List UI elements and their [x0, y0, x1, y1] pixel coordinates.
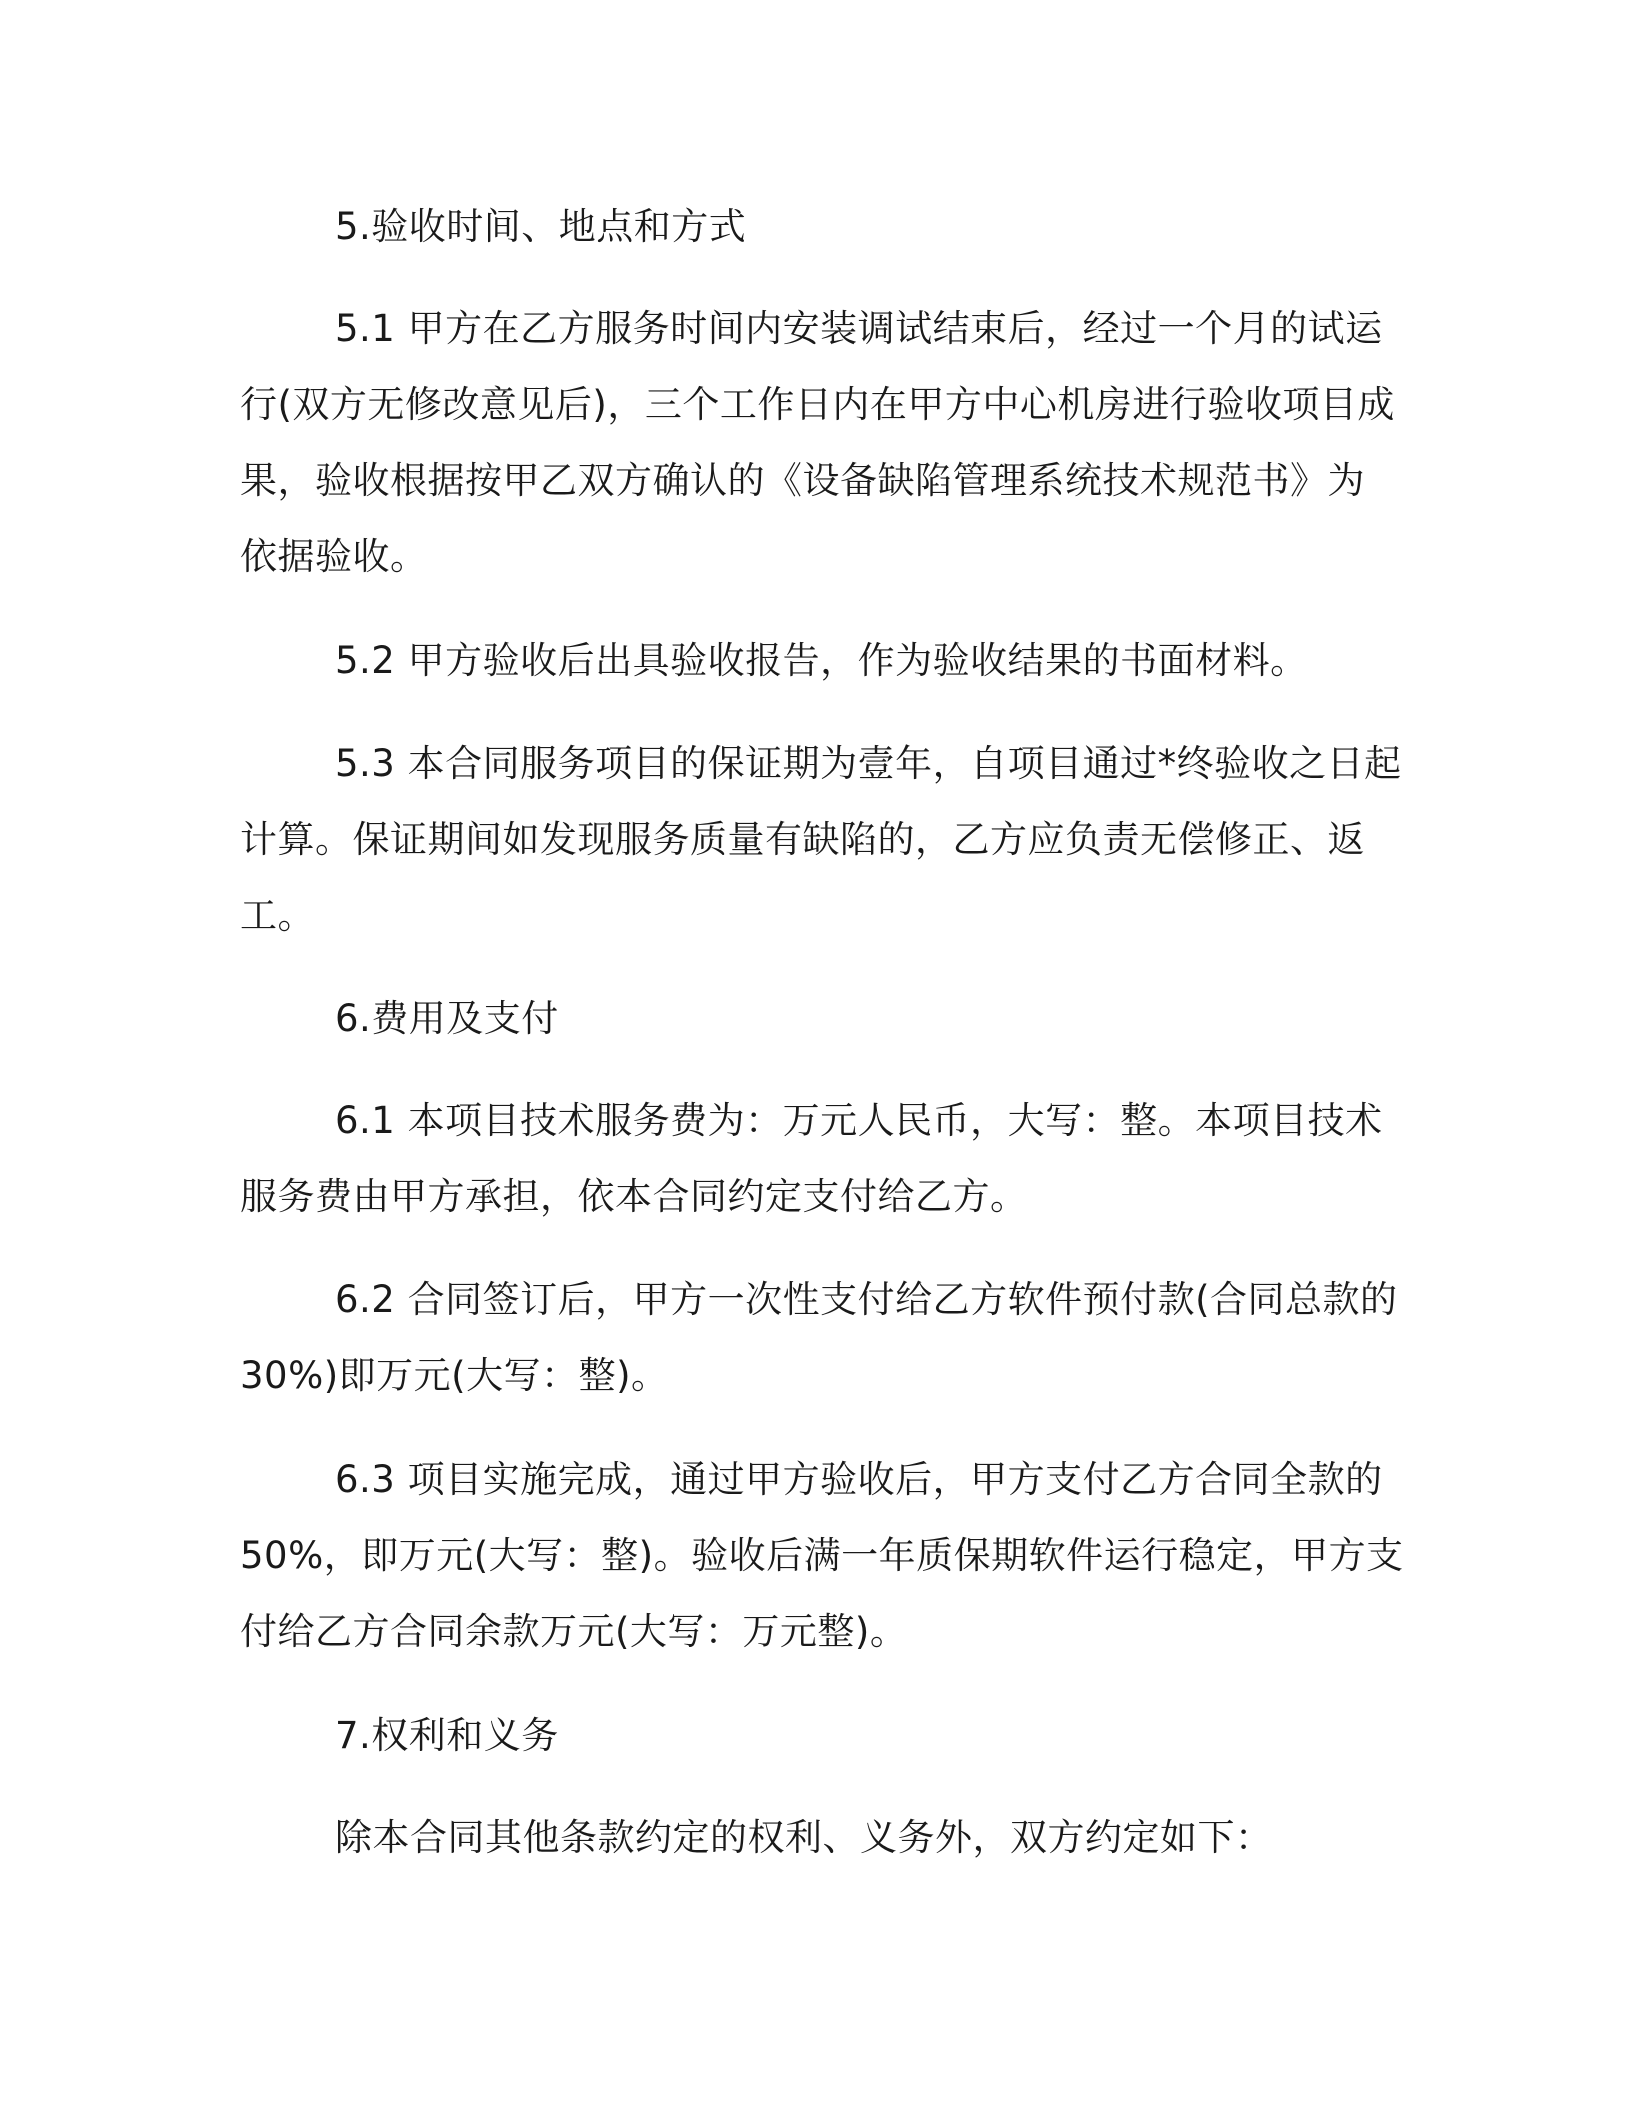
text-line: 30%)即万元(大写：整)。	[240, 1354, 669, 1397]
text-line: 5.1 甲方在乙方服务时间内安装调试结束后，经过一个月的试运	[335, 307, 1383, 350]
text-line: 5.3 本合同服务项目的保证期为壹年，自项目通过*终验收之日起	[335, 742, 1402, 785]
text-line: 计算。保证期间如发现服务质量有缺陷的，乙方应负责无偿修正、返	[240, 818, 1365, 861]
text-line: 6.2 合同签订后，甲方一次性支付给乙方软件预付款(合同总款的	[335, 1278, 1398, 1321]
text-line: 行(双方无修改意见后)，三个工作日内在甲方中心机房进行验收项目成	[240, 383, 1395, 426]
text-line: 果，验收根据按甲乙双方确认的《设备缺陷管理系统技术规范书》为	[240, 459, 1365, 502]
text-line: 服务费由甲方承担，依本合同约定支付给乙方。	[240, 1175, 1028, 1218]
text-line: 7.权利和义务	[335, 1714, 559, 1757]
text-line: 依据验收。	[240, 535, 428, 578]
text-line: 除本合同其他条款约定的权利、义务外，双方约定如下：	[335, 1816, 1273, 1859]
text-line: 5.2 甲方验收后出具验收报告，作为验收结果的书面材料。	[335, 639, 1308, 682]
text-line: 6.1 本项目技术服务费为：万元人民币，大写：整。本项目技术	[335, 1099, 1383, 1142]
text-line: 6.费用及支付	[335, 997, 559, 1040]
text-line: 工。	[240, 894, 315, 937]
text-line: 50%，即万元(大写：整)。验收后满一年质保期软件运行稳定，甲方支	[240, 1534, 1404, 1577]
text-line: 付给乙方合同余款万元(大写：万元整)。	[240, 1610, 908, 1653]
text-line: 6.3 项目实施完成，通过甲方验收后，甲方支付乙方合同全款的	[335, 1458, 1383, 1501]
text-line: 5.验收时间、地点和方式	[335, 205, 747, 248]
